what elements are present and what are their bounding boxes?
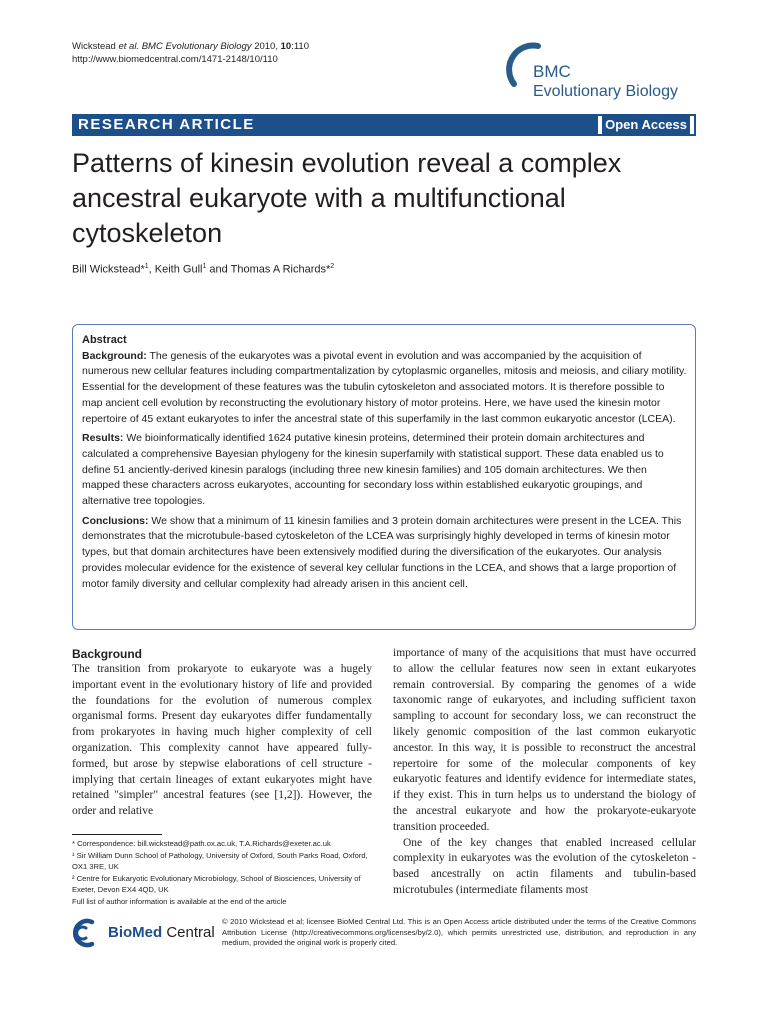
article-title: Patterns of kinesin evolution reveal a complex ancestral eukaryote with a multifunctional cytoskeleton [72,148,622,248]
abstract-background-text: The genesis of the eukaryotes was a pivotal event in evolution and was accompanied by the acquisition of numerous new cellular features including compartmentalization by cytoplasmic organelles, mitosis and meiosis, and ciliary motility. Essential for the development of these features was the tubulin cytoskeleton and associated motors. It is therefore possible to map ancient cell evolution by reconstructing the evolutionary history of motor proteins. Here, we have used the kinesin motor repertoire of 45 extant eukaryotes to infer the ancestral state of this superfamily in the last common eukaryotic ancestor (LCEA). [82,349,687,425]
body-paragraph: One of the key changes that enabled increased cellular complexity in eukaryotes was the evolution of the cytoskeleton - based ancestrally on actin filaments and tubulin-based microtubules (intermediate filaments most [393,836,696,896]
citation-etal: et al. [118,41,140,52]
biomed-central-arc-icon [72,918,102,948]
footnotes [72,838,382,908]
publisher-name-bold: BioMed [108,924,163,941]
affiliation-2: ² Centre for Eukaryotic Evolutionary Microbiology, School of Biosciences, University of Exeter, Devon EX4 4QD, UK [72,874,361,894]
author-list [72,263,334,276]
abstract-background-label: Background: [82,349,147,362]
author-2: , Keith Gull [148,263,203,276]
correspondence-note: * Correspondence: bill.wickstead@path.ox.ac.uk, T.A.Richards@exeter.ac.uk [72,839,331,848]
open-access-label: Open Access [602,116,690,134]
abstract-results [82,431,687,510]
citation-header [72,40,309,66]
bmc-journal-logo [506,40,706,110]
body-right-column [393,646,696,899]
footnote-divider [72,834,162,835]
abstract-results-text: We bioinformatically identified 1624 putative kinesin proteins, determined their protein domain architectures and calculated a comprehensive Bayesian phylogeny for the kinesin superfamily with statistical support. These data enabled us to define 51 anciently-derived kinesin paralogs (including three new kinesin families) and 105 domain architectures. We then mapped these characters across eukaryotes, accounting for secondary loss within established eukaryotic groupings, and alternative tree topologies. [82,432,664,508]
citation-line [72,40,309,53]
citation-authors: Wickstead [72,41,116,52]
citation-page: :110 [291,41,309,52]
article-type-bar [72,114,696,136]
author-info-note: Full list of author information is available at the end of the article [72,897,287,906]
abstract-box [72,324,696,630]
abstract-conclusions [82,514,687,593]
article-type-label: RESEARCH ARTICLE [78,116,255,133]
open-access-badge [598,116,694,134]
author-2-affil: 1 [202,263,207,270]
section-heading-background: Background [72,647,143,661]
author-3-affil: 2 [330,263,335,270]
biomed-central-logo [72,918,222,948]
citation-year: 2010, [254,41,278,52]
license-statement: © 2010 Wickstead et al; licensee BioMed Central Ltd. This is an Open Access article distributed under the terms of the Creative Commons Attribution License (http://creativecommons.org/licenses/by/2.0), which permits unrestricted use, distribution, and reproduction in any medium, provided the original work is properly cited. [222,917,696,947]
author-3: and Thomas A Richards* [206,263,331,276]
citation-journal: BMC Evolutionary Biology [141,41,252,52]
author-1-affil: 1 [144,263,149,270]
article-url[interactable]: http://www.biomedcentral.com/1471-2148/10/110 [72,54,278,65]
author-1: Bill Wickstead* [72,263,145,276]
abstract-content [82,333,687,596]
abstract-heading: Abstract [82,334,127,346]
affiliation-1: ¹ Sir William Dunn School of Pathology, University of Oxford, South Parks Road, Oxford, OX1 3RE, UK [72,851,368,871]
body-left-column [72,646,372,820]
abstract-results-label: Results: [82,432,124,445]
publisher-name-light: Central [162,924,215,941]
abstract-conclusions-text: We show that a minimum of 11 kinesin families and 3 protein domain architectures were present in the LCEA. This demonstrates that the microtubule-based cytoskeleton of the LCEA was surprisingly highly developed in terms of kinesin motor types, but that domain architectures have been extensively modified during the diversification of the eukaryotes. Our analysis provides molecular evidence for the existence of several key cellular functions in the LCEA, and shows that a large proportion of motor family diversity and cellular complexity had already arisen in this ancient cell. [82,514,682,590]
citation-volume: 10 [280,41,292,52]
body-paragraph: The transition from prokaryote to eukaryote was a hugely important event in the evolutionary history of life and provided the foundations for the evolution of numerous complex organismal forms. Present day eukaryotes differ fundamentally from prokaryotes in having much higher complexity of cell organization. This complexity cannot have appeared fully-formed, but arose by stepwise elaborations of cell structure - implying that certain lineages of extant eukaryotes might have retained "simpler" ancestral features (see [1,2]). However, the order and relative [72,663,372,818]
publisher-name [108,924,215,941]
logo-journal-name: Evolutionary Biology [533,83,678,100]
abstract-background [82,349,687,428]
logo-bmc-text: BMC [533,62,571,81]
body-paragraph: importance of many of the acquisitions that must have occurred to allow the cellular features now seen in extant eukaryotes remain controversial. By comparing the genomes of a wide taxonomic range of eukaryotes, and including sufficient taxon sampling to account for secondary loss, we can reconstruct the likely genomic composition of the last common eukaryotic ancestor. In this way, it is possible to reconstruct the ancestral repertoire for some of the molecular components of key eukaryotic features and identify evidence for intermediate states, if they exist. This in turn helps us to understand the biology of the ancestral eukaryote and how the prokaryote-eukaryote transition proceeded. [393,647,696,833]
abstract-conclusions-label: Conclusions: [82,514,149,527]
